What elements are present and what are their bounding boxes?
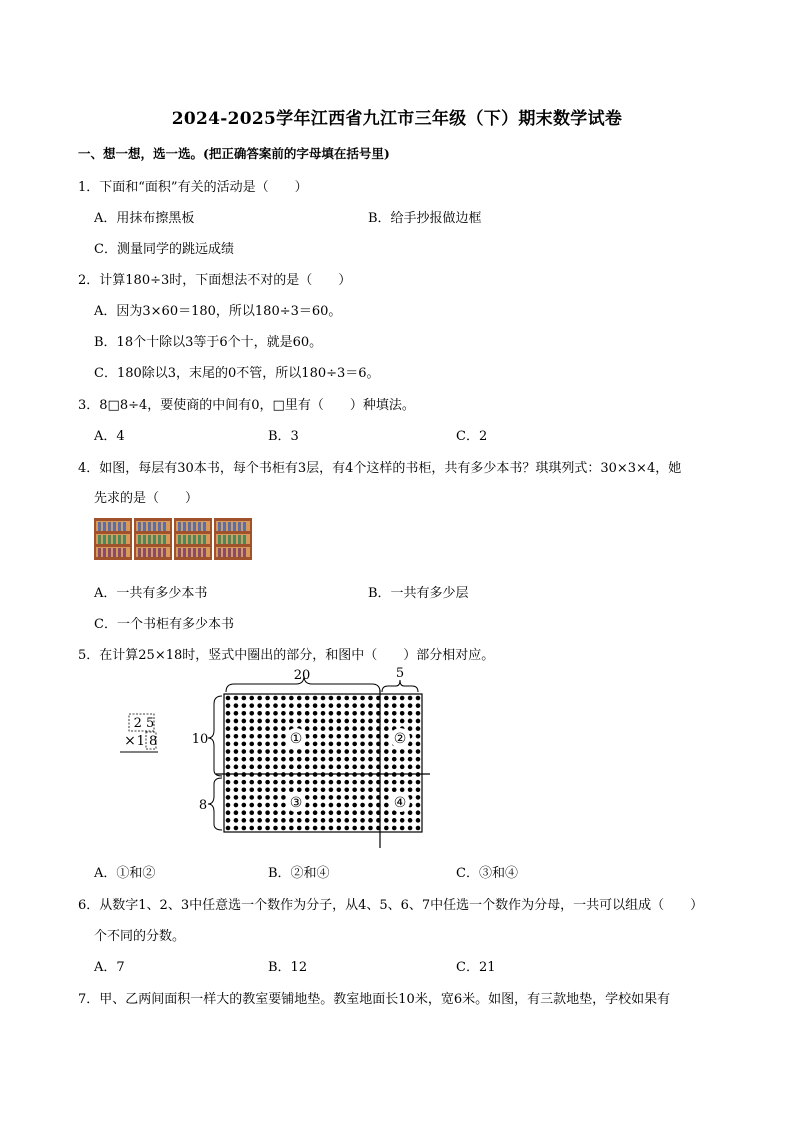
section-heading: 一、想一想，选一选。(把正确答案前的字母填在括号里) [78, 146, 390, 161]
region-4-label: ④ [393, 795, 407, 811]
bookcases-figure [94, 518, 254, 562]
q1-option-c: C．测量同学的跳远成绩 [94, 242, 234, 257]
label-10: 10 [191, 732, 209, 747]
label-20: 20 [293, 668, 311, 683]
q3-option-b: B．3 [268, 429, 299, 444]
bookcase-4 [214, 518, 252, 560]
q4-option-c: C．一个书柜有多少本书 [94, 617, 234, 632]
question-6-stem-line2: 个不同的分数。 [94, 929, 186, 944]
page-title: 2024-2025学年江西省九江市三年级（下）期末数学试卷 [171, 109, 623, 129]
bookcase-1 [94, 518, 132, 560]
region-2-label: ② [393, 731, 407, 747]
q6-option-a: A．7 [94, 960, 125, 975]
question-1-stem: 1．下面和“面积”有关的活动是（ ） [78, 180, 308, 195]
q6-option-b: B．12 [268, 960, 308, 975]
q2-option-a: A．因为3×60＝180，所以180÷3＝60。 [94, 304, 342, 319]
region-1-label: ① [289, 731, 303, 747]
q2-option-b: B．18个十除以3等于6个十，就是60。 [94, 335, 323, 350]
q3-option-a: A．4 [94, 429, 125, 444]
bookcase-3 [174, 518, 212, 560]
region-3-label: ③ [289, 795, 303, 811]
brace-10 [208, 696, 222, 776]
vertical-multiplication [118, 712, 168, 756]
question-4-stem-line1: 4．如图，每层有30本书，每个书柜有3层，有4个这样的书柜，共有多少本书？琪琪列式：30×3×4，她 [78, 461, 682, 476]
q1-option-a: A．用抹布擦黑板 [94, 211, 195, 226]
question-5-stem: 5．在计算25×18时，竖式中圈出的部分，和图中（ ）部分相对应。 [78, 648, 495, 663]
multiplier: 1 8 [136, 734, 158, 749]
q5-option-b: B．②和④ [268, 866, 330, 881]
q1-option-b: B．给手抄报做边框 [368, 211, 482, 226]
question-6-stem-line1: 6．从数字1、2、3中任意选一个数作为分子，从4、5、6、7中任选一个数作为分母，一共可以组成（ ） [78, 898, 704, 913]
multiply-sign: × [124, 733, 136, 749]
question-3-stem: 3．8□8÷4，要使商的中间有0，□里有（ ）种填法。 [78, 398, 415, 413]
label-5: 5 [395, 666, 405, 681]
brace-5 [382, 680, 418, 692]
bookcase-2 [134, 518, 172, 560]
q4-option-b: B．一共有多少层 [368, 586, 469, 601]
question-2-stem: 2．计算180÷3时，下面想法不对的是（ ） [78, 273, 352, 288]
label-8: 8 [198, 798, 208, 813]
brace-8 [208, 778, 222, 830]
question-7-stem: 7．甲、乙两间面积一样大的教室要铺地垫。教室地面长10米，宽6米。如图，有三款地垫，学校如果有 [78, 992, 671, 1007]
q5-option-a: A．①和② [94, 866, 156, 881]
q2-option-c: C．180除以3，末尾的0不管，所以180÷3＝6。 [94, 366, 380, 381]
dot-array-figure [186, 666, 436, 852]
q4-option-a: A．一共有多少本书 [94, 586, 208, 601]
q3-option-c: C．2 [456, 429, 488, 444]
question-4-stem-line2: 先求的是（ ） [94, 491, 199, 506]
q5-option-c: C．③和④ [456, 866, 518, 881]
q6-option-c: C．21 [456, 960, 496, 975]
multiplicand: 2 5 [133, 716, 155, 731]
